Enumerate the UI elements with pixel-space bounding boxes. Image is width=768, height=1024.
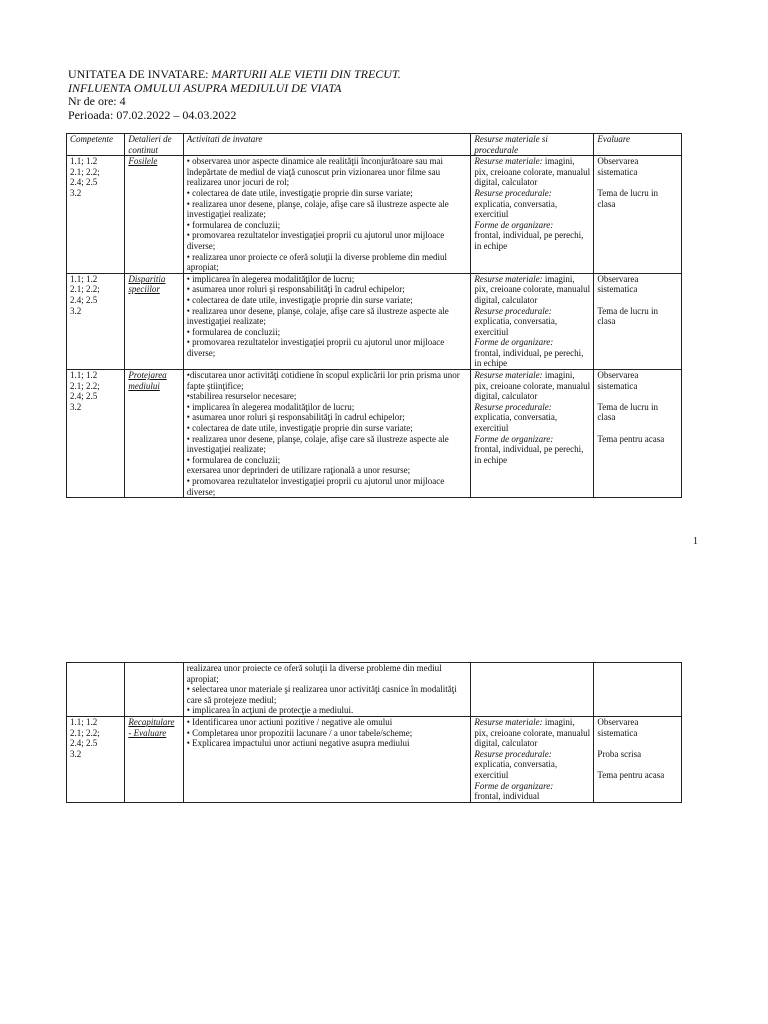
evaluation-item: Tema de lucru in clasa [597, 305, 658, 327]
evaluation-item: Proba scrisa [597, 748, 642, 759]
activities-cell [183, 156, 471, 274]
activities-cell [183, 663, 471, 717]
table-row [67, 370, 682, 498]
topic-cell [125, 156, 183, 274]
unit-label: UNITATEA DE INVATARE: [68, 67, 212, 81]
activity-item: • realizarea unor proiecte ce oferă soluţii la diverse probleme din mediul apropiat; [186, 251, 448, 273]
evaluation-cell [594, 663, 682, 717]
activity-item: • colectarea de date utile, investigaţie proprie din surse variate; [186, 187, 413, 198]
resources-cell [471, 716, 594, 802]
activity-item: • promovarea rezultatelor investigaţiei proprii cu ajutorul unor mijloace diverse; [186, 476, 445, 497]
competente-value: 3.2 [70, 305, 82, 316]
topic-cell [125, 273, 183, 369]
topic-title: Protejarea mediului [128, 370, 167, 391]
competente-value: 3.2 [70, 748, 82, 759]
evaluation-item: Tema de lucru in clasa [597, 187, 658, 209]
competente-value: 2.4; 2.5 [70, 738, 98, 749]
topic-cell [125, 663, 183, 717]
table-row [67, 663, 682, 717]
resources-text: imagini, pix, creioane colorate, manualul digital, calculator [474, 273, 591, 305]
resources-text: explicatia, conversatia, exercitiul [474, 759, 558, 780]
activity-item: •stabilirea resurselor necesare; [186, 391, 297, 402]
table-row [67, 716, 682, 802]
evaluation-item: Observarea sistematica [597, 370, 639, 391]
activity-item: • asumarea unor roluri şi responsabilităţi în cadrul echipelor; [186, 284, 405, 295]
evaluation-item: Observarea sistematica [597, 273, 639, 295]
resources-label: Resurse materiale: [474, 716, 543, 727]
activity-item: • Identificarea unor actiuni pozitive / negative ale omului [186, 716, 393, 727]
resources-text: frontal, individual [474, 791, 540, 802]
activities-cell [183, 273, 471, 369]
activities-cell [183, 370, 471, 498]
activity-item: • promovarea rezultatelor investigaţiei proprii cu ajutorul unor mijloace diverse; [186, 230, 445, 251]
competente-value: 1.1; 1.2 [70, 273, 98, 284]
competente-value: 2.4; 2.5 [70, 391, 98, 402]
evaluation-cell [594, 273, 682, 369]
planning-table-continued [66, 662, 682, 803]
competente-value: 1.1; 1.2 [70, 156, 98, 167]
evaluation-item: Tema pentru acasa [597, 433, 665, 444]
unit-title: MARTURII ALE VIETII DIN TRECUT. [211, 67, 401, 81]
evaluation-item: Tema pentru acasa [597, 769, 665, 780]
activity-item: • colectarea de date utile, investigaţie proprie din surse variate; [186, 294, 413, 305]
col-header-competente: Competente [67, 134, 125, 156]
activity-item: • formularea de concluzii; [186, 326, 281, 337]
activity-item: • asumarea unor roluri şi responsabilităţi în cadrul echipelor; [186, 412, 405, 423]
activity-item: • formularea de concluzii; [186, 219, 281, 230]
competente-value: 2.1; 2.2; [70, 166, 100, 177]
col-header-activitati: Activitati de invatare [183, 134, 471, 156]
topic-cell [125, 370, 183, 498]
competente-cell [67, 663, 125, 717]
activity-item: • realizarea unor desene, planşe, colaje, afişe care să ilustreze aspecte ale investigaţiei realizate; [186, 198, 449, 220]
resources-label: Resurse procedurale: [474, 187, 552, 198]
activity-item: • formularea de concluzii; [186, 454, 281, 465]
topic-title: Recapitulare - Evaluare [128, 716, 175, 738]
resources-label: Resurse materiale: [474, 273, 543, 284]
resources-label: Resurse procedurale: [474, 305, 552, 316]
resources-text: explicatia, conversatia, exercitiul [474, 316, 558, 337]
resources-cell [471, 663, 594, 717]
evaluation-item: Tema de lucru in clasa [597, 401, 658, 423]
competente-value: 3.2 [70, 187, 82, 198]
competente-cell [67, 273, 125, 369]
evaluation-item: Observarea sistematica [597, 156, 639, 177]
resources-cell [471, 156, 594, 274]
resources-label: Forme de organizare: [474, 219, 554, 230]
resources-text: imagini, pix, creioane colorate, manualul digital, calculator [474, 370, 591, 402]
col-header-detalieri: Detalieri de continut [125, 134, 183, 156]
activity-item: • colectarea de date utile, investigaţie proprie din surse variate; [186, 423, 413, 434]
evaluation-cell [594, 156, 682, 274]
resources-text: frontal, individual, pe perechi, in echipe [474, 444, 584, 465]
resources-label: Forme de organizare: [474, 433, 554, 444]
topic-cell [125, 716, 183, 802]
resources-text: explicatia, conversatia, exercitiul [474, 412, 558, 434]
evaluation-cell [594, 370, 682, 498]
competente-value: 1.1; 1.2 [70, 716, 98, 727]
resources-label: Forme de organizare: [474, 337, 554, 348]
resources-label: Resurse procedurale: [474, 401, 552, 412]
competente-value: 2.1; 2.2; [70, 727, 100, 738]
competente-cell [67, 370, 125, 498]
page-number: 1 [693, 536, 698, 547]
col-header-resurse: Resurse materiale si procedurale [471, 134, 594, 156]
competente-value: 2.4; 2.5 [70, 294, 98, 305]
resources-text: explicatia, conversatia, exercitiul [474, 198, 558, 220]
planning-table [66, 133, 682, 498]
resources-label: Resurse materiale: [474, 156, 543, 167]
competente-value: 2.4; 2.5 [70, 177, 98, 188]
activity-item: • realizarea unor desene, planşe, colaje, afişe care să ilustreze aspecte ale investigaţiei realizate; [186, 433, 449, 455]
resources-label: Forme de organizare: [474, 780, 554, 791]
activity-item: • realizarea unor desene, planşe, colaje, afişe care să ilustreze aspecte ale investigaţiei realizate; [186, 305, 449, 327]
period: Perioada: 07.02.2022 – 04.03.2022 [68, 107, 237, 122]
resources-cell [471, 370, 594, 498]
hours-count: Nr de ore: 4 [68, 94, 126, 108]
unit-title-line [68, 68, 401, 82]
activity-item: • promovarea rezultatelor investigaţiei proprii cu ajutorul unor mijloace diverse; [186, 337, 445, 358]
resources-text: imagini, pix, creioane colorate, manualul digital, calculator [474, 716, 591, 749]
competente-cell [67, 156, 125, 274]
competente-value: 2.1; 2.2; [70, 380, 100, 391]
topic-title: Fosilele [128, 156, 158, 167]
resources-cell [471, 273, 594, 369]
table-header-row [67, 134, 682, 156]
activity-item: • Completarea unor propozitii lacunare / a unor tabele/scheme; [186, 727, 413, 738]
activity-item: exersarea unor deprinderi de utilizare raţională a unor resurse; [186, 465, 411, 476]
unit-subtitle: INFLUENTA OMULUI ASUPRA MEDIULUI DE VIATA [68, 80, 342, 95]
competente-value: 1.1; 1.2 [70, 370, 98, 381]
table-row [67, 156, 682, 274]
col-header-evaluare: Evaluare [594, 134, 682, 156]
table-row [67, 273, 682, 369]
activity-item: realizarea unor proiecte ce oferă soluţii la diverse probleme din mediul apropiat; [186, 663, 442, 684]
resources-label: Resurse procedurale: [474, 748, 552, 759]
resources-label: Resurse materiale: [474, 370, 543, 381]
competente-cell [67, 716, 125, 802]
competente-value: 2.1; 2.2; [70, 284, 100, 295]
activity-item: • observarea unor aspecte dinamice ale realităţii înconjurătoare sau mai îndepărtate de mediul de viaţă cunoscut prin vizionarea unor filme sau realizarea unor jocuri de rol; [186, 156, 443, 188]
activity-item: • implicarea în alegerea modalităţilor de lucru; [186, 401, 355, 412]
resources-text: frontal, individual, pe perechi, in echipe [474, 347, 584, 369]
activity-item: •discutarea unor activităţi cotidiene în scopul explicării lor prin prisma unor fapte ştiinţifice; [186, 370, 460, 391]
evaluation-cell [594, 716, 682, 802]
resources-text: frontal, individual, pe perechi, in echipe [474, 230, 584, 251]
activity-item: • implicarea în alegerea modalităţilor de lucru; [186, 273, 355, 284]
activity-item: • Explicarea impactului unor actiuni negative asupra mediului [186, 738, 410, 749]
topic-title: Disparitia speciilor [128, 273, 166, 295]
activities-cell [183, 716, 471, 802]
document-header [68, 68, 401, 122]
resources-text: imagini, pix, creioane colorate, manualul digital, calculator [474, 156, 591, 188]
activity-item: • selectarea unor materiale şi realizarea unor activităţi casnice în modalităţi care să protejeze mediul; [186, 684, 457, 705]
evaluation-item: Observarea sistematica [597, 716, 639, 738]
activity-item: • implicarea în acţiuni de protecţie a mediului. [186, 705, 354, 716]
competente-value: 3.2 [70, 401, 82, 412]
